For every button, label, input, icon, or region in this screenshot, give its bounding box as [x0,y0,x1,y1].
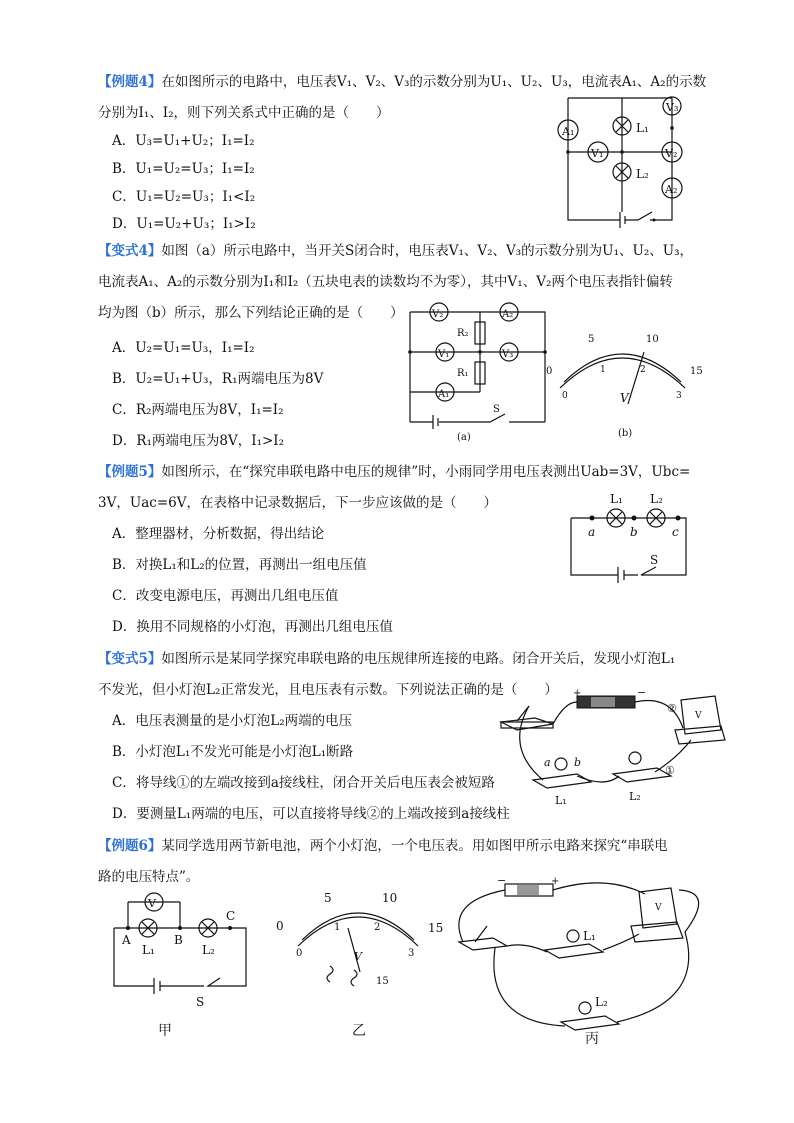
ex6-line2: 路的电压特点”。 [98,869,200,885]
var5-circuit-photo [495,688,757,808]
var5-option-d: D．要测量L₁两端的电压，可以直接将导线②的上端改接到a接线柱 [112,806,510,822]
ex4-L1-label: L₁ [636,121,649,135]
var4-S-label: S [493,404,500,415]
var5-option-b: B．小灯泡L₁不发光可能是小灯泡L₁断路 [112,744,354,760]
ex4-line2: 分别为I₁、I₂，则下列关系式中正确的是（ ） [98,105,390,121]
ex4-tag: 【例题4】 [98,74,162,90]
ex6-jia-caption: 甲 [158,1023,172,1039]
ex6-yi-bot-2: 2 [374,922,381,933]
var4-option-b: B．U₂=U₁+U₃，R₁两端电压为8V [112,371,324,387]
var4-tag: 【变式4】 [98,243,162,259]
ex6-yi-terminal: 15 [376,976,389,987]
ex5-option-c: C．改变电源电压，再测出几组电压值 [112,588,339,604]
var4-b-top-10: 10 [646,334,659,345]
ex5-line1 [98,463,690,481]
var4-b-top-5: 5 [588,334,595,345]
var4-R2-label: R₂ [457,328,469,339]
ex4-option-a: A．U₃=U₁+U₂；I₁=I₂ [112,133,255,149]
ex5-L1-label: L₁ [610,492,623,506]
ex5-a-label: a [588,525,596,539]
ex6-bing-plus: + [551,876,560,887]
ex4-V1-label: V₁ [591,147,604,160]
var5-L2-label: L₂ [629,790,641,803]
var5-stem-1: 如图所示是某同学探究串联电路的电压规律所连接的电路。闭合开关后，发现小灯泡L₁ [161,651,676,667]
ex6-yi-top-5: 5 [324,891,332,905]
ex5-line2: 3V，Uac=6V，在表格中记录数据后，下一步应该做的是（ ） [98,495,497,511]
var5-option-a: A．电压表测量的是小灯泡L₂两端的电压 [112,713,353,729]
var4-b-V: V [620,391,629,405]
ex6-jia-B: B [174,933,183,947]
ex4-line1 [98,73,706,91]
ex6-yi-bot-0: 0 [296,948,303,959]
var4-A2-label: A₂ [502,309,514,320]
var5-line2: 不发光，但小灯泡L₂正常发光，且电压表有示数。下列说法正确的是（ ） [98,682,558,698]
ex4-L2-label: L₂ [636,167,649,181]
ex6-jia-L1: L₁ [142,943,155,957]
ex4-A2-label: A₂ [665,183,678,196]
var5-wire1: ① [665,764,675,777]
var4-A1-label: A₁ [438,389,450,400]
var5-meter-V: V [695,711,702,721]
ex6-yi-V: V [354,950,362,963]
ex6-yi-top-10: 10 [382,891,398,905]
var4-b-zero: 0 [546,366,553,377]
ex6-yi-bot-3: 3 [408,948,415,959]
ex6-bing-minus: − [497,874,507,887]
ex6-jia-V: V [148,897,156,910]
ex5-stem-1: 如图所示，在“探究串联电路中电压的规律”时，小雨同学用电压表测出Uab=3V，Ubc= [161,464,691,480]
var5-b-label: b [574,756,582,769]
var5-tag: 【变式5】 [98,651,162,667]
ex5-tag: 【例题5】 [98,464,162,480]
var4-figure-a [405,300,553,445]
ex6-line1 [98,837,668,855]
ex4-V2-label: V₂ [665,147,678,160]
var5-plus: + [573,688,582,699]
ex6-jia-L2: L₂ [202,943,215,957]
ex5-S-label: S [650,553,659,567]
var4-figure-b-meter [540,330,710,445]
var4-option-d: D．R₁两端电压为8V，I₁>I₂ [112,433,285,449]
ex6-stem-1: 某同学选用两节新电池，两个小灯泡，一个电压表。用如图甲所示电路来探究“串联电 [161,838,668,854]
ex6-yi-bot-1: 1 [334,922,341,933]
var4-caption-b: (b) [618,428,633,439]
var4-line3: 均为图（b）所示，那么下列结论正确的是（ ） [98,305,404,321]
var4-line2: 电流表A₁、A₂的示数分别为I₁和I₂（五块电表的读数均不为零），其中V₁、V₂两个电压表指针偏转 [98,274,673,290]
var4-b-bot-0: 0 [562,391,568,401]
ex5-c-label: c [672,525,679,539]
var4-option-c: C．R₂两端电压为8V，I₁=I₂ [112,402,284,418]
ex4-option-c: C．U₁=U₂=U₃；I₁<I₂ [112,189,256,205]
ex4-A1-label: A₁ [562,125,575,138]
ex5-option-b: B．对换L₁和L₂的位置，再测出一组电压值 [112,557,367,573]
var4-R1-label: R₁ [457,368,469,379]
ex5-circuit-figure [566,490,696,585]
var5-wire2: ② [667,702,677,715]
var5-a-label: a [544,756,551,769]
var4-caption-a: (a) [457,432,471,443]
ex4-circuit-figure [550,90,700,230]
var4-option-a: A．U₂=U₁=U₃，I₁=I₂ [112,340,255,356]
var4-b-bot-2: 2 [640,365,646,375]
ex6-figure-jia [108,888,258,1038]
ex6-jia-A: A [122,933,131,947]
ex6-bing-caption: 丙 [585,1031,599,1047]
ex4-V3-label: V₃ [666,101,679,114]
ex6-figure-yi-meter [268,888,448,1048]
ex6-bing-L1: L₁ [583,929,596,943]
var4-b-bot-1: 1 [600,365,606,375]
ex6-tag: 【例题6】 [98,838,162,854]
var4-V2-label: V₂ [432,309,444,320]
ex6-yi-top-15: 15 [428,921,444,935]
ex5-L2-label: L₂ [650,492,663,506]
ex6-jia-C: C [226,909,236,923]
var5-line1 [98,650,675,668]
var5-L1-label: L₁ [555,794,567,807]
ex5-b-label: b [630,525,638,539]
ex6-yi-caption: 乙 [352,1023,366,1039]
var4-line1 [98,242,693,260]
ex6-bing-meter-V: V [655,903,662,913]
ex6-bing-L2: L₂ [595,995,608,1009]
var4-V1-label: V₁ [438,349,450,360]
ex5-option-a: A．整理器材，分析数据，得出结论 [112,526,325,542]
ex4-option-d: D．U₁=U₂+U₃；I₁>I₂ [112,216,256,232]
ex6-figure-bing-photo [455,872,725,1052]
var4-b-top-15: 15 [690,366,703,377]
var4-V3-label: V₃ [502,349,514,360]
ex6-jia-S: S [196,995,205,1009]
var5-minus: − [637,686,647,699]
ex5-option-d: D．换用不同规格的小灯泡，再测出几组电压值 [112,619,393,635]
ex6-yi-zero: 0 [276,919,284,933]
ex4-option-b: B．U₁=U₂=U₃；I₁=I₂ [112,161,255,177]
var4-b-bot-3: 3 [676,391,682,401]
ex4-stem-1: 在如图所示的电路中，电压表V₁、V₂、V₃的示数分别为U₁、U₂、U₃，电流表A₁、A₂的示数 [161,74,707,90]
var5-option-c: C．将导线①的左端改接到a接线柱，闭合开关后电压表会被短路 [112,775,495,791]
var4-stem-1: 如图（a）所示电路中，当开关S闭合时，电压表V₁、V₂、V₃的示数分别为U₁、U₂、U₃， [161,243,694,259]
